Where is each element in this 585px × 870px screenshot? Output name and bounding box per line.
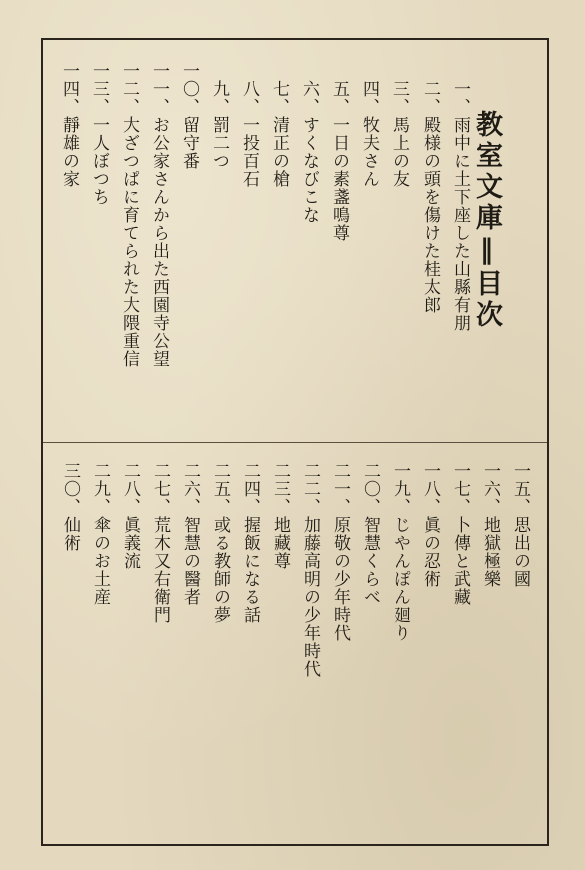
toc-entry-25: 二五、或る教師の夢 (210, 462, 230, 624)
toc-entry-05: 五、一日の素盞鳴尊 (329, 80, 349, 242)
toc-entry-11: 一一、お公家さんから出た西園寺公望 (149, 62, 169, 368)
toc-entry-08: 八、一投百石 (239, 80, 259, 188)
toc-entry-24: 二四、握飯になる話 (240, 462, 260, 624)
page-title: 教室文庫‖目次 (471, 110, 502, 331)
toc-entry-22: 二二、加藤高明の少年時代 (300, 462, 320, 678)
toc-entry-01: 一、雨中に土下座した山縣有朋 (450, 80, 470, 332)
toc-entry-13: 一三、一人ぼつち (89, 62, 109, 206)
toc-entry-02: 二、殿様の頭を傷けた桂太郎 (420, 80, 440, 314)
toc-entry-20: 二〇、智慧くらべ (360, 462, 380, 606)
toc-entry-19: 一九、じやんぽん廻り (390, 462, 410, 642)
toc-entry-12: 一二、大ざつぱに育てられた大隈重信 (119, 62, 139, 368)
toc-entry-04: 四、牧夫さん (359, 80, 379, 188)
toc-entry-16: 一六、地獄極樂 (480, 462, 500, 588)
toc-entry-10: 一〇、留守番 (179, 62, 199, 170)
toc-entry-18: 一八、眞の忍術 (420, 462, 440, 588)
toc-entry-15: 一五、思出の國 (510, 462, 530, 588)
toc-entry-30: 三〇、仙術 (60, 462, 80, 552)
toc-entry-03: 三、馬上の友 (389, 80, 409, 188)
toc-entry-26: 二六、智慧の醫者 (180, 462, 200, 606)
toc-entry-27: 二七、荒木又右衛門 (150, 462, 170, 624)
toc-entry-09: 九、罰二つ (209, 80, 229, 170)
toc-entry-21: 二一、原敬の少年時代 (330, 462, 350, 642)
toc-entry-07: 七、清正の槍 (269, 80, 289, 188)
toc-entry-29: 二九、傘のお土産 (90, 462, 110, 606)
toc-entry-14: 一四、靜雄の家 (59, 62, 79, 188)
toc-entry-06: 六、すくなびこな (299, 80, 319, 224)
toc-entry-17: 一七、卜傳と武藏 (450, 462, 470, 606)
toc-entry-23: 二三、地藏尊 (270, 462, 290, 570)
fold-line (43, 442, 547, 443)
toc-entry-28: 二八、眞義流 (120, 462, 140, 570)
